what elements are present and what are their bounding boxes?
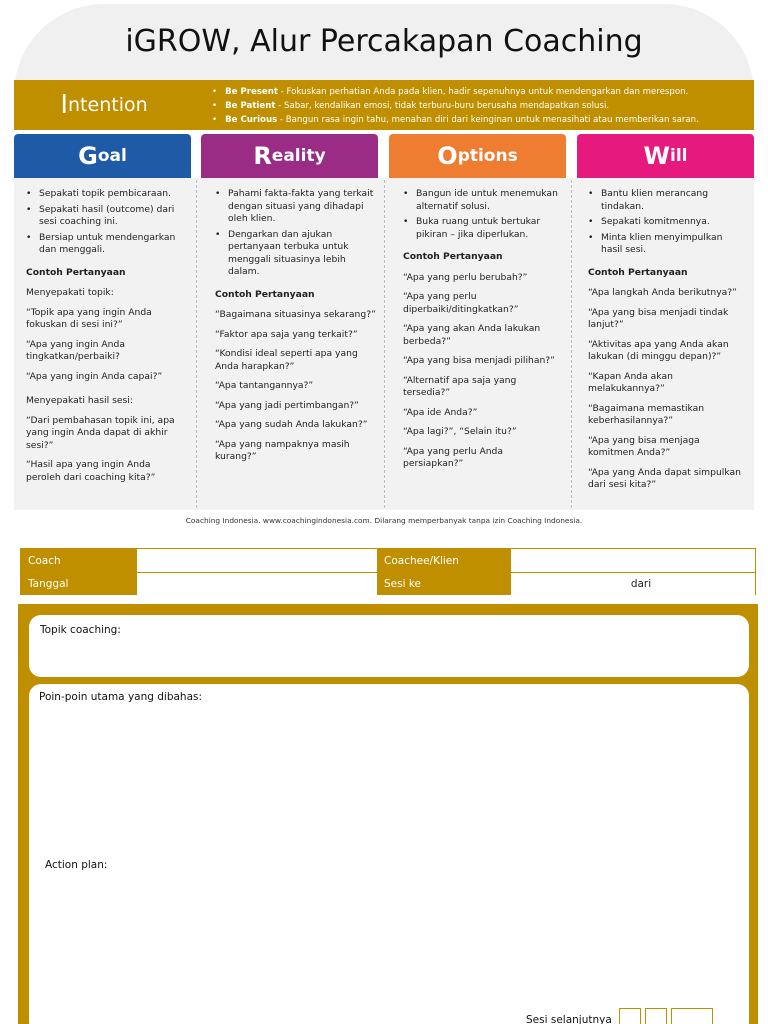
intention-list <box>212 85 752 127</box>
session-info-table <box>20 548 756 595</box>
goal-bullets <box>26 188 188 257</box>
session-field[interactable] <box>510 572 755 595</box>
options-question: “Alternatif apa saja yang tersedia?” <box>403 374 517 398</box>
notes-box[interactable] <box>29 684 749 1024</box>
options-question: “Apa yang bisa menjadi pilihan?” <box>403 355 555 366</box>
goal-bullet: • Sepakati topik pembicaraan. <box>26 188 188 201</box>
goal-question: “Dari pembahasan topik ini, apa yang ingin Anda dapat di akhir sesi?” <box>26 414 175 451</box>
coachee-field[interactable] <box>510 549 755 572</box>
coach-field[interactable] <box>136 549 377 572</box>
column-divider <box>571 180 572 508</box>
intention-rest: ntention <box>68 94 148 116</box>
reality-rest: eality <box>271 146 326 166</box>
options-question: “Apa yang perlu Anda persiapkan?” <box>403 445 504 469</box>
column-divider <box>196 180 197 508</box>
options-bullet: • Bangun ide untuk menemukan alternatif solusi. <box>403 188 563 213</box>
reality-question: “Apa yang jadi pertimbangan?” <box>215 399 359 411</box>
will-header <box>577 134 754 178</box>
intention-item <box>212 85 752 99</box>
goal-subhead: Menyepakati topik: <box>26 287 114 298</box>
will-bullet: • Bantu klien merancang tindakan. <box>588 188 746 213</box>
session-of-text: dari <box>630 578 652 590</box>
goal-questions-heading: Contoh Pertanyaan <box>26 266 126 278</box>
next-session-day-field[interactable] <box>619 1008 641 1024</box>
goal-bullet: • Bersiap untuk mendengarkan dan menggali. <box>26 232 188 257</box>
action-plan-label: Action plan: <box>45 859 108 871</box>
intention-label <box>14 80 194 130</box>
reality-question: “Apa yang nampaknya masih kurang?” <box>215 438 350 462</box>
options-header <box>389 134 566 178</box>
will-question: “Kapan Anda akan melakukannya?” <box>588 370 673 394</box>
goal-rest: oal <box>97 146 127 166</box>
intention-item <box>212 113 752 127</box>
reality-header <box>201 134 378 178</box>
reality-questions-heading: Contoh Pertanyaan <box>215 288 315 300</box>
goal-question: “Apa yang ingin Anda tingkatkan/perbaiki? <box>26 338 125 362</box>
reality-column <box>197 178 384 510</box>
column-divider <box>384 180 385 508</box>
will-question: “Apa yang bisa menjaga komitmen Anda?” <box>588 434 700 458</box>
options-question: “Apa yang akan Anda lakukan berbeda?” <box>403 323 541 347</box>
will-rest: ill <box>670 146 688 166</box>
intention-item-text: - Sabar, kendalikan emosi, tidak terburu-buru berusaha mendapatkan solusi. <box>275 101 610 111</box>
will-questions-heading: Contoh Pertanyaan <box>588 266 688 278</box>
page-title: iGROW, Alur Percakapan Coaching <box>125 24 643 59</box>
intention-item <box>212 99 752 113</box>
options-question: “Apa yang perlu diperbaiki/ditingkatkan?” <box>403 291 519 315</box>
intention-item-bold: Be Patient <box>225 101 276 111</box>
reality-question: “Bagaimana situasinya sekarang?” <box>215 309 376 320</box>
options-question: “Apa ide Anda?” <box>403 406 478 418</box>
options-bullet: • Buka ruang untuk bertukar pikiran – jika diperlukan. <box>403 216 563 241</box>
goal-subhead: Menyepakati hasil sesi: <box>26 395 133 406</box>
session-label: Sesi ke <box>377 572 510 595</box>
topic-label: Topik coaching: <box>40 624 121 636</box>
options-rest: ptions <box>457 146 518 166</box>
points-label: Poin-poin utama yang dibahas: <box>39 691 203 703</box>
will-question: “Apa yang Anda dapat simpulkan dari sesi kita?” <box>588 466 741 490</box>
next-session-label: Sesi selanjutnya <box>526 1014 612 1024</box>
will-question: “Apa langkah Anda berikutnya?” <box>588 287 737 298</box>
date-label: Tanggal <box>21 572 136 595</box>
options-question: “Apa yang perlu berubah?” <box>403 271 528 283</box>
goal-question: “Apa yang ingin Anda capai?” <box>26 370 163 382</box>
reality-question: “Kondisi ideal seperti apa yang Anda harapkan?” <box>215 348 358 372</box>
goal-header <box>14 134 191 178</box>
next-session-year-field[interactable] <box>671 1008 713 1024</box>
reality-initial: R <box>253 142 272 170</box>
intention-initial: I <box>60 90 69 120</box>
will-initial: W <box>643 142 670 170</box>
options-bullets <box>403 188 563 241</box>
goal-question: “Topik apa yang ingin Anda fokuskan di sesi ini?” <box>26 306 152 330</box>
will-bullet: • Minta klien menyimpulkan hasil sesi. <box>588 232 746 257</box>
goal-question: “Hasil apa yang ingin Anda peroleh dari coaching kita?” <box>26 459 156 483</box>
will-question: “Bagaimana memastikan keberhasilannya?” <box>588 402 705 426</box>
will-bullet: • Sepakati komitmennya. <box>588 216 746 229</box>
reality-bullet: • Pahami fakta-fakta yang terkait dengan situasi yang dihadapi oleh klien. <box>215 188 376 226</box>
date-field[interactable] <box>136 572 377 595</box>
will-question: “Apa yang bisa menjadi tindak lanjut?” <box>588 306 729 330</box>
intention-item-text: - Bangun rasa ingin tahu, menahan diri dari keinginan untuk menasihati atau memberikan saran. <box>277 115 699 125</box>
options-questions-heading: Contoh Pertanyaan <box>403 251 503 262</box>
coach-label: Coach <box>21 549 136 572</box>
will-bullets <box>588 188 746 257</box>
reality-question: “Apa yang sudah Anda lakukan?” <box>215 419 368 430</box>
options-question: “Apa lagi?”, “Selain itu?” <box>403 426 517 437</box>
reality-bullet: • Dengarkan dan ajukan pertanyaan terbuka untuk menggali situasinya lebih dalam. <box>215 229 376 279</box>
intention-item-bold: Be Present <box>225 87 278 97</box>
reality-question: “Apa tantangannya?” <box>215 380 314 391</box>
options-initial: O <box>437 142 458 170</box>
reality-question: “Faktor apa saja yang terkait?” <box>215 328 358 340</box>
intention-item-text: - Fokuskan perhatian Anda pada klien, hadir sepenuhnya untuk mendengarkan dan merespon. <box>277 87 689 97</box>
topic-box[interactable] <box>29 615 749 677</box>
options-column <box>385 178 571 510</box>
will-question: “Aktivitas apa yang Anda akan lakukan (di minggu depan)?” <box>588 338 729 362</box>
reality-bullets <box>215 188 376 279</box>
will-column <box>572 178 754 510</box>
next-session-month-field[interactable] <box>645 1008 667 1024</box>
intention-item-bold: Be Curious <box>225 115 278 125</box>
goal-column <box>14 178 196 510</box>
intention-band <box>14 80 754 130</box>
coachee-label: Coachee/Klien <box>377 549 510 572</box>
copyright-note: Coaching Indonesia. www.coachingindonesia.com. Dilarang memperbanyak tanpa izin Coaching Indonesia. <box>185 516 583 525</box>
goal-bullet: • Sepakati hasil (outcome) dari sesi coaching ini. <box>26 204 188 229</box>
goal-initial: G <box>78 142 98 170</box>
